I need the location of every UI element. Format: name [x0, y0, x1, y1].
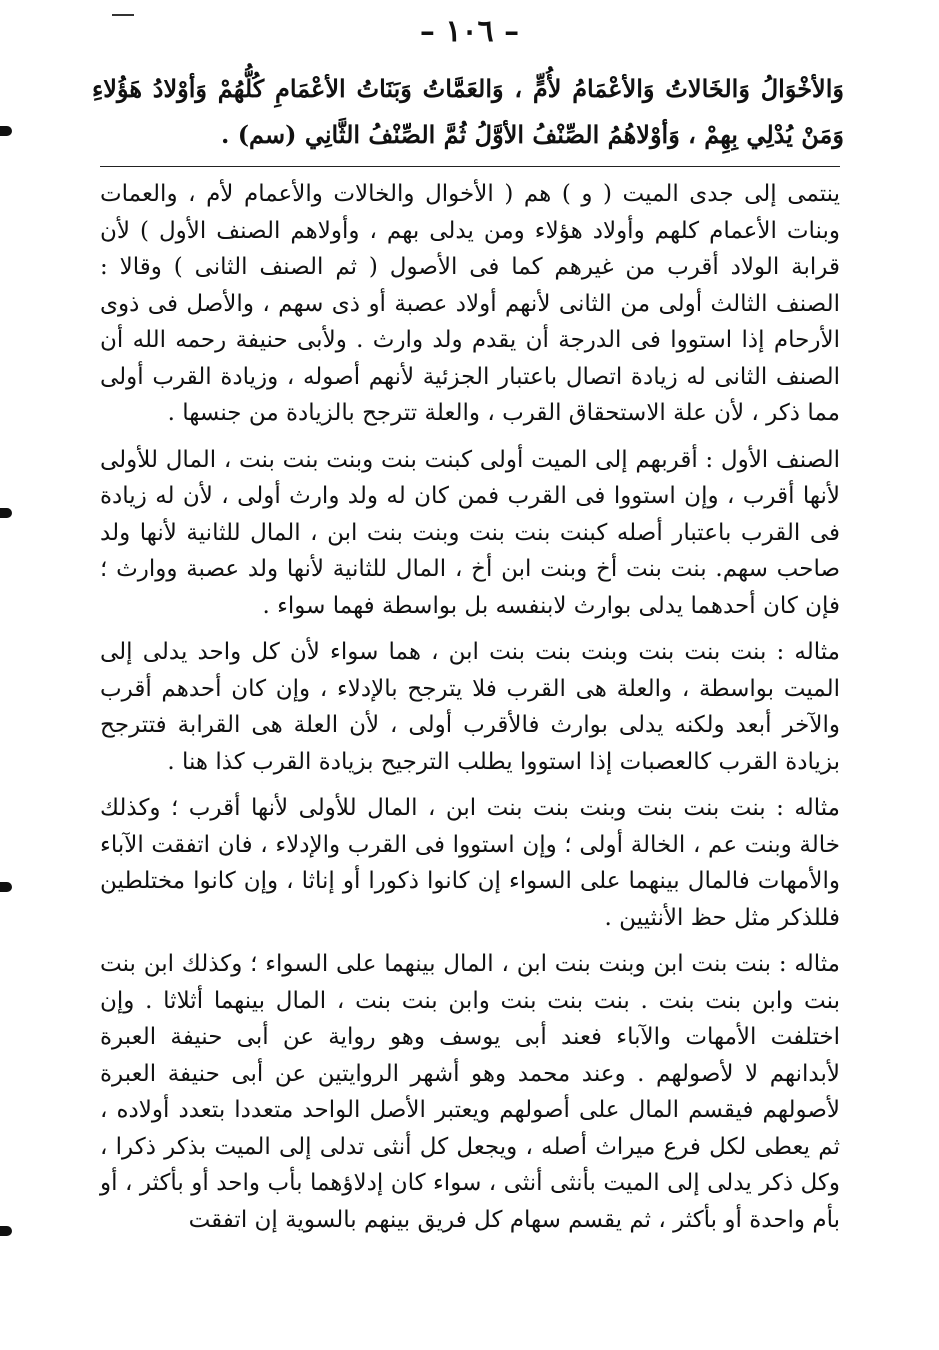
- scan-edge-mark: [0, 508, 12, 518]
- separator-line: [100, 166, 840, 167]
- commentary-paragraph-1: ينتمى إلى جدى الميت ( و ) هم ( الأخوال والخالات والأعمام لأم ، والعمات وبنات الأعمام كلهم وأولاد هؤلاء ومن يدلى بهم ، وأولاهم الصنف الأول ) لأن قرابة الولاد أقرب من غيرهم كما فى الأصول ( ثم الصنف الثانى ) وقالا : الصنف الثالث أولى من الثانى لأنهم أولاد عصبة أو ذى سهم ، والأصل فى ذوى الأرحام إذا استووا فى الدرجة أن يقدم ولد وارث . ولأبى حنيفة رحمه الله أن الصنف الثانى له زيادة اتصال باعتبار الجزئية لأنهم أصوله ، وزيادة القرب أولى مما ذكر ، لأن علة الاستحقاق القرب ، والعلة تترجح بالزيادة من جنسها .: [100, 181, 840, 426]
- page-number: – ١٠٦ –: [419, 14, 520, 49]
- commentary: [100, 176, 840, 1248]
- scan-edge-mark: [0, 882, 12, 892]
- commentary-paragraph-4: مثاله : بنت بنت بنت وبنت بنت بنت ابن ، المال للأولى لأنها أقرب ؛ وكذلك خالة وبنت عم ، الخالة أولى ؛ وإن استووا فى القرب والإدلاء ، فان اتفقت الآباء والأمهات فالمال بينهما على السواء إن كانوا ذكورا أو إناثا ، وإن كانوا مختلطين فللذكر مثل حظ الأنثيين .: [100, 795, 840, 931]
- commentary-paragraph-2: الصنف الأول : أقربهم إلى الميت أولى كبنت بنت وبنت بنت بنت ، المال للأولى لأنها أقرب ، وإن استووا فى القرب فمن كان له ولد وارث أولى ، لأن له زيادة فى القرب باعتبار أصله كبنت بنت بنت وبنت بنت ابن ، المال للثانية لأنها ولد صاحب سهم. بنت بنت أخ وبنت ابن أخ ، المال للثانية لأنها ولد عصبة ووارث ؛ فإن كان أحدهما يدلى بوارث لابنفسه بل بواسطة فهما سواء .: [100, 446, 840, 619]
- scan-edge-mark: [0, 126, 12, 136]
- commentary-paragraph-5: مثاله : بنت بنت ابن وبنت بنت ابن ، المال بينهما على السواء ؛ وكذلك ابن بنت بنت وابن بنت بنت . بنت بنت بنت وابن بنت بنت ، المال بينهما أثلاثا . وإن اختلفت الأمهات والآباء فعند أبى يوسف وهو رواية عن أبى حنيفة العبرة لأبدانهم لا لأصولهم . وعند محمد وهو أشهر الروايتين عن أبى حنيفة العبرة لأصولهم فيقسم المال على أصولهم ويعتبر الأصل الواحد متعددا بتعدد أولاده ، ثم يعطى لكل فرع ميراث أصله ، ويجعل كل أنثى تدلى إلى الميت بذكر ذكرا ، وكل ذكر يدلى إلى الميت بأنثى أنثى ، سواء كان إدلاؤهما بأب واحد أو بأكثر ، أو بأم واحدة أو بأكثر ، ثم يقسم سهام كل فريق بينهم بالسوية إن اتفقت: [100, 951, 840, 1233]
- scan-edge-mark: [0, 1226, 12, 1236]
- main-text: وَالأخْوَالُ وَالخَالاتُ وَالأعْمَامُ لأُمٍّ ، وَالعَمَّاتُ وَبَنَاتُ الأعْمَامِ كُلُّهُمْ وَأوْلادُ هَؤُلاءِ وَمَنْ يُدْلِي بِهِمْ ، وَأوْلاهُمُ الصِّنْفُ الأوَّلُ ثُمَّ الصِّنْفُ الثَّانِي (سم) .: [92, 74, 844, 149]
- commentary-paragraph-3: مثاله : بنت بنت بنت وبنت بنت بنت ابن ، هما سواء لأن كل واحد يدلى إلى الميت بواسطة ، والعلة هى القرب فلا يترجح بالإدلاء ، وإن كان أحدهم أقرب والآخر أبعد ولكنه يدلى بوارث فالأقرب أولى ، لأن العلة هى القرابة فتترجح بزيادة القرب كالعصبات إذا استووا يطلب الترجيح بزيادة القرب كذا هنا .: [100, 639, 840, 775]
